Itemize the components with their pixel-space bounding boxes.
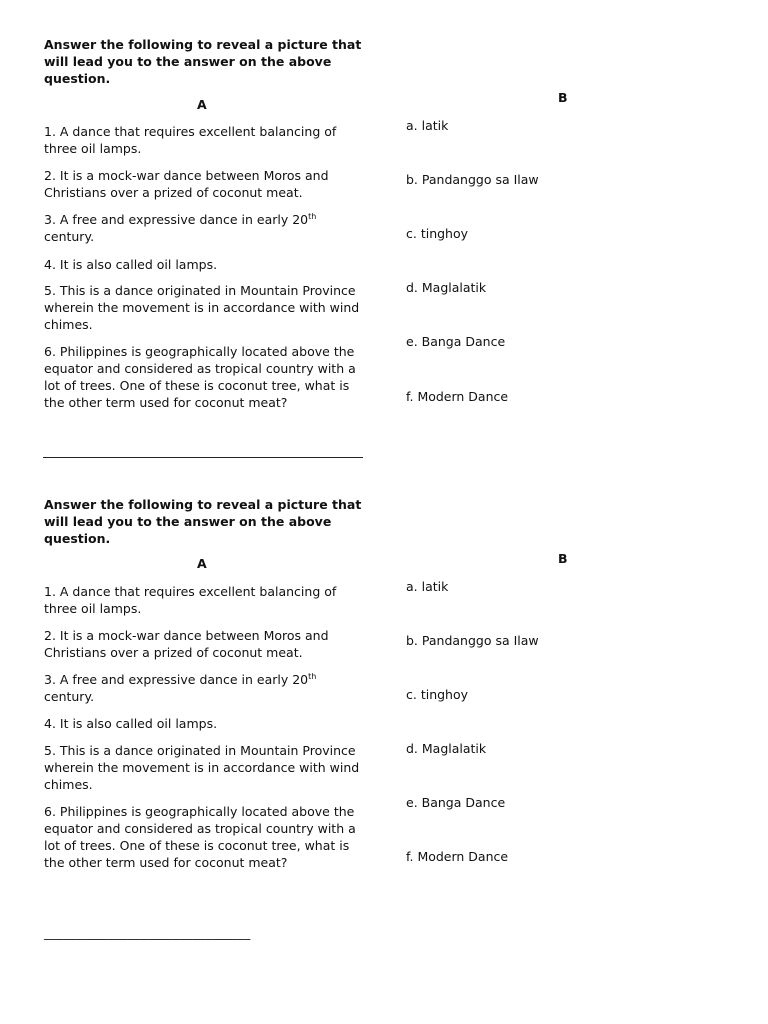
worksheet-block-2 — [0, 460, 768, 930]
question-6: 6. Philippines is geographically located above the equator and considered as tropical country with a lot of trees. One of these is coconut tree, what is the other term used for coconut meat? — [44, 804, 356, 870]
choice-f: f. Modern Dance — [406, 389, 509, 404]
instructions-heading: Answer the following to reveal a picture that will lead you to the answer on the above question. — [44, 37, 362, 86]
question-1: 1. A dance that requires excellent balancing of three oil lamps. — [44, 124, 337, 156]
question-3 — [44, 671, 364, 705]
choice-d: d. Maglalatik — [406, 280, 487, 295]
column-b-header: B — [558, 90, 568, 105]
choice-d: d. Maglalatik — [406, 741, 487, 756]
choice-a: a. latik — [406, 118, 449, 133]
question-4: 4. It is also called oil lamps. — [44, 716, 218, 731]
instructions-heading: Answer the following to reveal a picture that will lead you to the answer on the above question. — [44, 497, 362, 546]
choice-a: a. latik — [406, 579, 449, 594]
choice-e: e. Banga Dance — [406, 334, 506, 349]
question-3-text: 3. A free and expressive dance in early 20 — [44, 212, 309, 227]
question-6: 6. Philippines is geographically located above the equator and considered as tropical country with a lot of trees. One of these is coconut tree, what is the other term used for coconut meat? — [44, 344, 356, 410]
worksheet-block-1 — [0, 0, 768, 470]
ordinal-suffix: th — [308, 671, 317, 681]
choice-c: c. tinghoy — [406, 687, 469, 702]
question-2: 2. It is a mock-war dance between Moros and Christians over a prized of coconut meat. — [44, 168, 329, 200]
section-divider — [43, 457, 363, 458]
question-3-text-end: century. — [44, 229, 95, 244]
choice-c: c. tinghoy — [406, 226, 469, 241]
column-b-header: B — [558, 551, 568, 566]
column-a-header: A — [197, 556, 207, 571]
question-5: 5. This is a dance originated in Mountain Province wherein the movement is in accordance with wind chimes. — [44, 743, 360, 792]
question-3 — [44, 211, 364, 245]
question-3-text-end: century. — [44, 689, 95, 704]
question-5: 5. This is a dance originated in Mountain Province wherein the movement is in accordance with wind chimes. — [44, 283, 360, 332]
choice-f: f. Modern Dance — [406, 849, 509, 864]
question-3-text: 3. A free and expressive dance in early 20 — [44, 672, 309, 687]
question-1: 1. A dance that requires excellent balancing of three oil lamps. — [44, 584, 337, 616]
question-2: 2. It is a mock-war dance between Moros and Christians over a prized of coconut meat. — [44, 628, 329, 660]
choice-b: b. Pandanggo sa Ilaw — [406, 633, 539, 648]
choice-e: e. Banga Dance — [406, 795, 506, 810]
answer-line: ________________________________ — [44, 925, 251, 940]
ordinal-suffix: th — [308, 211, 317, 221]
question-4: 4. It is also called oil lamps. — [44, 257, 218, 272]
choice-b: b. Pandanggo sa Ilaw — [406, 172, 539, 187]
column-a-header: A — [197, 97, 207, 112]
